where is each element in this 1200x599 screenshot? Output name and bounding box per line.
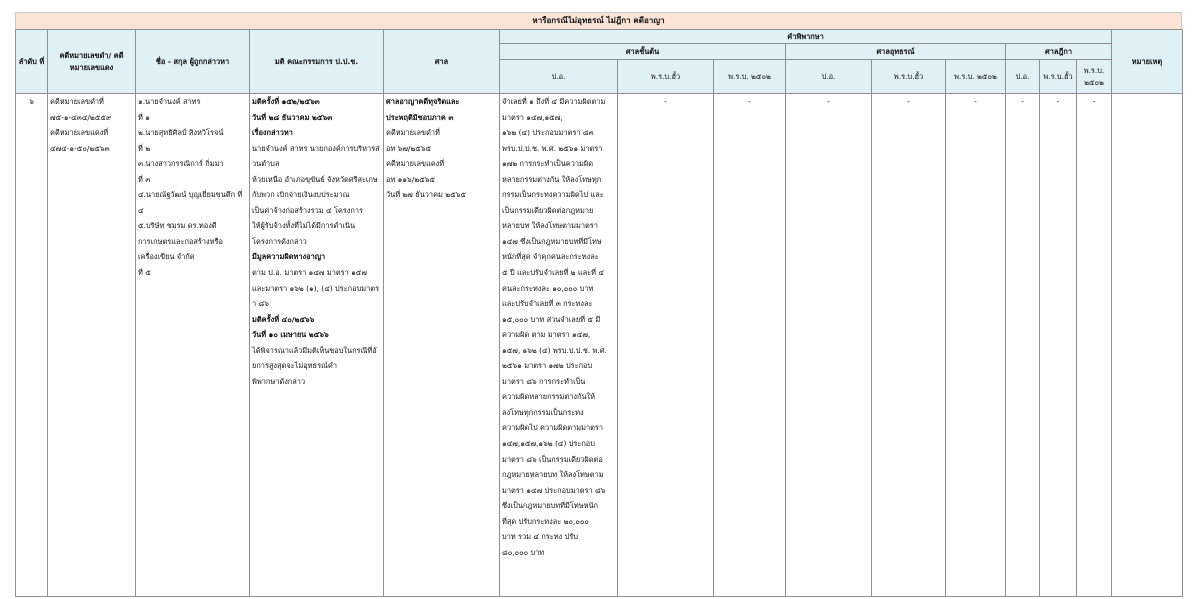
name-line: ที่ ๒ bbox=[138, 143, 151, 153]
row-resolution bbox=[250, 94, 384, 597]
name-line: เครื่องเขียน จำกัด bbox=[138, 252, 195, 262]
header-court-first: ศาลชั้นต้น bbox=[500, 44, 786, 60]
judgment-text-line: ซึ่งเป็นกฎหมายบทที่มีโทษหนัก bbox=[502, 501, 598, 511]
header-no: ลำดับ ที่ bbox=[16, 30, 48, 94]
header-supreme-pa: ป.อ. bbox=[1006, 60, 1040, 94]
resolution-line: มีมูลความผิดทางอาญา bbox=[252, 252, 326, 262]
case-no-line: ๗๕-๑-๔๓๔/๒๕๕๙ bbox=[50, 112, 112, 122]
judgment-text-line: ความผิดไป ความผิดตามมาตรา bbox=[502, 423, 604, 433]
judgment-text-line: ๑๗๒ การกระทำเป็นความผิด bbox=[502, 159, 594, 169]
judgment-text-line: เป็นกรรมเดียวผิดต่อกฎหมาย bbox=[502, 205, 594, 215]
judgment-text-line: ๑๔๗,๑๕๗,๑๖๒ (๔) ประกอบ bbox=[502, 439, 595, 449]
resolution-line: พิพากษาดังกล่าว bbox=[252, 376, 306, 386]
judgment-text-line: มาตรา ๑๔๗ ประกอบมาตรา ๘๖ bbox=[502, 485, 606, 495]
name-line: ที่ ๓ bbox=[138, 174, 151, 184]
document-page bbox=[15, 12, 1182, 599]
case-no-line: คดีหมายเลขแดงที่ bbox=[50, 128, 109, 138]
resolution-line: เป็นค่าจ้างก่อสร้างรวม ๔ โครงการ bbox=[252, 205, 363, 215]
resolution-line: วันที่ ๒๘ ธันวาคม ๒๕๖๓ bbox=[252, 112, 333, 122]
resolution-line: ตาม ป.อ. มาตรา ๑๔๗ มาตรา ๑๕๗ bbox=[252, 268, 367, 278]
header-judgment: คำพิพากษา bbox=[500, 30, 1112, 44]
judgment-text-line: หลายกรรมต่างกัน ให้ลงโทษทุก bbox=[502, 174, 602, 184]
row-case-no bbox=[48, 94, 136, 597]
header-resolution: มติ คณะกรรมการ ป.ป.ช. bbox=[250, 30, 384, 94]
judgment-text-line: ๒๕๖๑ มาตรา ๑๗๒ ประกอบ bbox=[502, 361, 593, 371]
judgment-text-line: คนละกระทงละ ๑๐,๐๐๐ บาท bbox=[502, 283, 594, 293]
judgment-text-line: บาท รวม ๔ กระทง ปรับ bbox=[502, 532, 578, 542]
court-line: ศาลอาญาคดีทุจริตและ bbox=[386, 97, 460, 106]
judgment-text-line: มาตรา ๘๖ เป็นกรรมเดียวผิดต่อ bbox=[502, 454, 603, 464]
judgment-text-line: พรบ.ป.ป.ช. พ.ศ. ๒๕๖๑ มาตรา bbox=[502, 143, 603, 153]
header-supreme-prb-2502: พ.ร.บ. ๒๕๐๒ bbox=[1077, 60, 1112, 94]
row-first-court-pa bbox=[500, 94, 618, 597]
judgment-text-line: กรรมเป็นกระทงความผิดไป และ bbox=[502, 190, 604, 200]
resolution-line: ให้ผู้รับจ้างทั้งที่ไม่ได้มีการดำเนิน bbox=[252, 221, 356, 231]
document-title: หารือกรณีไม่อุทธรณ์ ไม่ฎีกา คดีอาญา bbox=[15, 12, 1182, 29]
court-line: อท ๑๑๖/๒๕๖๕ bbox=[386, 174, 435, 184]
judgment-text-line: มาตรา ๘๖ การกระทำเป็น bbox=[502, 376, 586, 386]
judgment-text-line: ความผิดหลายกรรมต่างกันให้ bbox=[502, 392, 595, 402]
resolution-line: มติครั้งที่ ๑๕๒/๒๕๖๓ bbox=[252, 97, 320, 106]
appeal-prb-old-value: - bbox=[872, 94, 946, 597]
judgment-text-line: กฎหมายหลายบท ให้ลงโทษตาม bbox=[502, 470, 604, 480]
appeal-prb-2502-value: - bbox=[946, 94, 1006, 597]
name-line: การเกษตรและก่อสร้างหรือ bbox=[138, 236, 223, 246]
first-prb-old-value: - bbox=[618, 94, 714, 597]
name-line: ๓.นางสาวกรรณิการ์ กิ่มมา bbox=[138, 159, 224, 169]
judgment-text-line: มาตรา ๑๔๗,๑๕๗, bbox=[502, 112, 563, 122]
table-row bbox=[16, 94, 1183, 597]
header-first-pa: ป.อ. bbox=[500, 60, 618, 94]
judgment-text-line: หนักที่สุด จำคุกคนละกระทงละ bbox=[502, 252, 599, 262]
judgment-text-line: หลายบท ให้ลงโทษตามมาตรา bbox=[502, 221, 598, 231]
name-line: ที่ ๕ bbox=[138, 268, 151, 278]
supreme-prb-old-value: - bbox=[1040, 94, 1077, 597]
judgment-text-line: ๑๔๗ ซึ่งเป็นกฎหมายบทที่มีโทษ bbox=[502, 236, 602, 246]
judgment-text-line: ๑๕๗, ๑๖๒ (๔) พรบ.ป.ป.ช. พ.ศ. bbox=[502, 345, 607, 355]
header-first-prb-old: พ.ร.บ.ฮั้ว bbox=[618, 60, 714, 94]
court-line: อท ๖๗/๒๕๖๕ bbox=[386, 143, 432, 153]
case-no-line: คดีหมายเลขดำที่ bbox=[50, 97, 104, 106]
judgment-text-line: และปรับจำเลยที่ ๓ กระทงละ bbox=[502, 299, 593, 309]
name-line: ๑.นายจำนงค์ สาทร bbox=[138, 97, 201, 106]
header-first-prb-2502: พ.ร.บ. ๒๕๐๒ bbox=[714, 60, 786, 94]
resolution-line: นายจำนงค์ สาทร นายกองค์การบริหารส่วนตำบล bbox=[252, 143, 380, 169]
supreme-prb-2502-value: - bbox=[1077, 94, 1112, 597]
resolution-line: โครงการดังกล่าว bbox=[252, 236, 307, 246]
court-line: วันที่ ๒๗ ธันวาคม ๒๕๖๕ bbox=[386, 190, 466, 200]
name-line: ๕.บริษัท ชมรม ดร.ทองดี bbox=[138, 221, 217, 231]
judgment-text-line: ความผิด ตาม มาตรา ๑๔๗, bbox=[502, 330, 591, 340]
row-no: ๖ bbox=[16, 94, 48, 597]
judgment-text-line: ๕ ปี และปรับจำเลยที่ ๒ และที่ ๔ bbox=[502, 268, 604, 278]
resolution-line: ได้พิจารณาแล้วมีมติเห็นชอบในกรณีที่อัยการสูงสุดจะไม่อุทธรณ์คำ bbox=[252, 345, 377, 371]
row-remark bbox=[1112, 94, 1183, 597]
judgment-text-line: ที่สุด ปรับกระทงละ ๒๐,๐๐๐ bbox=[502, 516, 589, 526]
judgment-text-line: ๑๕,๐๐๐ บาท ส่วนจำเลยที่ ๕ มี bbox=[502, 314, 601, 324]
header-name: ชื่อ - สกุล ผู้ถูกกล่าวหา bbox=[136, 30, 250, 94]
judgment-text-line: ๑๖๒ (๔) ประกอบมาตรา ๘๓ bbox=[502, 128, 594, 138]
header-court-appeal: ศาลอุทธรณ์ bbox=[786, 44, 1006, 60]
case-table bbox=[15, 29, 1183, 597]
header-supreme-prb-old: พ.ร.บ.ฮั้ว bbox=[1040, 60, 1077, 94]
row-names bbox=[136, 94, 250, 597]
header-court: ศาล bbox=[384, 30, 500, 94]
first-prb-2502-value: - bbox=[714, 94, 786, 597]
court-line: คดีหมายเลขแดงที่ bbox=[386, 159, 445, 169]
judgment-text-line: ลงโทษทุกกรรมเป็นกระทง bbox=[502, 407, 584, 417]
name-line: ๔.นายณัฐวัฒน์ บุญเยี่ยมขนตึก ที่ ๔ bbox=[138, 190, 243, 215]
case-no-line: ๔๗๔-๑-๕๐/๒๕๖๓ bbox=[50, 143, 110, 153]
judgment-text-line: จำเลยที่ ๑ ถึงที่ ๔ มีความผิดตาม bbox=[502, 97, 606, 106]
appeal-pa-value: - bbox=[786, 94, 872, 597]
name-line: ๒.นายสุทธิศิลป์ สิงหวิโรจน์ bbox=[138, 128, 224, 138]
resolution-line: วันที่ ๑๐ เมษายน ๒๕๖๖ bbox=[252, 330, 329, 340]
resolution-line: มติครั้งที่ ๔๐/๒๕๖๖ bbox=[252, 314, 315, 324]
resolution-line: และมาตรา ๑๖๒ (๑), (๔) ประกอบมาตรา ๘๖ bbox=[252, 283, 380, 309]
name-line: ที่ ๑ bbox=[138, 112, 150, 122]
court-line: คดีหมายเลขดำที่ bbox=[386, 128, 440, 138]
court-line: ประพฤติมิชอบภาค ๓ bbox=[386, 112, 454, 122]
row-court bbox=[384, 94, 500, 597]
resolution-line: เรื่องกล่าวหา bbox=[252, 128, 293, 138]
supreme-pa-value: - bbox=[1006, 94, 1040, 597]
resolution-line: ห้วยเหนือ อำเภอขุขันธ์ จังหวัดศรีสะเกษ กับพวก เบิกจ่ายเงินงบประมาณ bbox=[252, 174, 378, 200]
header-appeal-pa: ป.อ. bbox=[786, 60, 872, 94]
judgment-text-line: ๘๐,๐๐๐ บาท bbox=[502, 547, 545, 557]
header-appeal-prb-old: พ.ร.บ.ฮั้ว bbox=[872, 60, 946, 94]
header-remark: หมายเหตุ bbox=[1112, 30, 1183, 94]
header-case-no: คดีหมายเลขดำ/ คดีหมายเลขแดง bbox=[48, 30, 136, 94]
header-appeal-prb-2502: พ.ร.บ. ๒๕๐๒ bbox=[946, 60, 1006, 94]
header-court-supreme: ศาลฎีกา bbox=[1006, 44, 1112, 60]
